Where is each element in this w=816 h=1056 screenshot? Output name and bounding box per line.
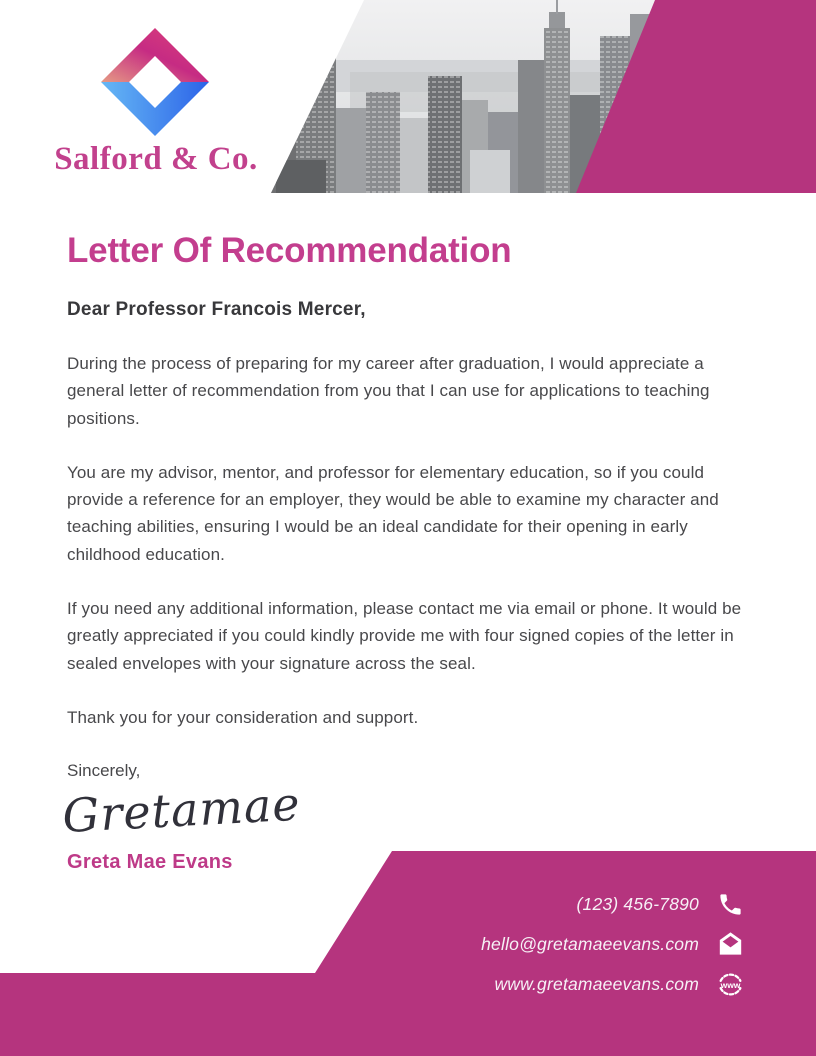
paragraph-4: Thank you for your consideration and support. xyxy=(67,707,419,727)
paragraph-1: During the process of preparing for my career after graduation, I would appreciate a general letter of recommendation from you that I can use for applications to teaching positions. xyxy=(67,354,710,428)
open-envelope-icon xyxy=(717,931,744,958)
closing-line: Sincerely, xyxy=(67,761,141,780)
letterhead-header xyxy=(0,0,816,194)
contact-row-website xyxy=(494,970,744,998)
greeting-line: Dear Professor Francois Mercer, xyxy=(67,299,366,320)
handwritten-signature: Gretamae xyxy=(61,776,302,843)
signer-name: Greta Mae Evans xyxy=(67,851,233,873)
www-glyph: www xyxy=(720,979,741,990)
page-title: Letter Of Recommendation xyxy=(67,231,512,270)
contact-row-phone xyxy=(577,890,744,918)
website-url: www.gretamaeevans.com xyxy=(494,973,699,994)
email-address: hello@gretamaeevans.com xyxy=(481,933,699,954)
brand-name: Salford & Co. xyxy=(54,141,258,177)
paragraph-3: If you need any additional information, please contact me via email or phone. It would be greatly appreciated if you could kindly provide me with four signed copies of the letter in sealed envelopes with your signature across the seal. xyxy=(67,599,742,673)
phone-number: (123) 456-7890 xyxy=(576,893,699,914)
letter-body xyxy=(67,350,757,758)
contact-row-email xyxy=(481,930,744,958)
www-globe-icon xyxy=(717,971,744,998)
diamond-logo xyxy=(99,26,211,138)
paragraph-2: You are my advisor, mentor, and professor for elementary education, so if you could provide a reference for an employer, they would be able to examine my character and teaching abilities, ensuring I would be an ideal candidate for their opening in early childhood education. xyxy=(67,462,719,564)
phone-handset-icon xyxy=(717,891,744,918)
